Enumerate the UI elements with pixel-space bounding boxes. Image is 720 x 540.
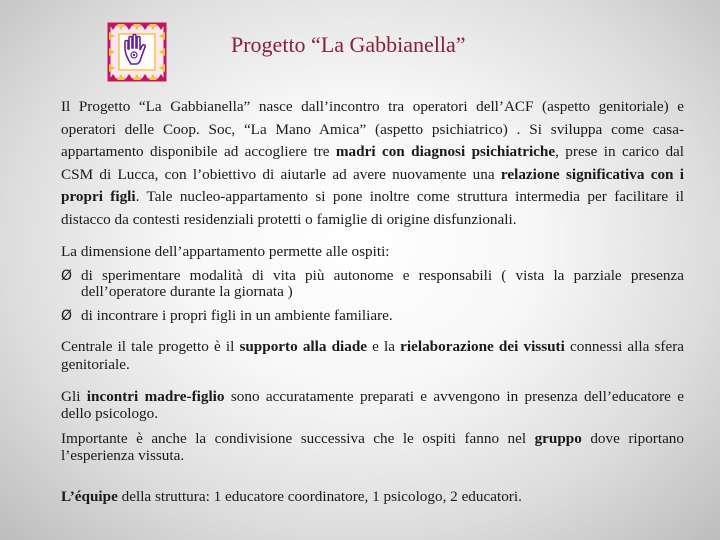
- bold-text: madri con diagnosi psichiatriche: [335, 143, 556, 160]
- equipe-paragraph: [61, 486, 684, 509]
- text-span: della struttura: 1 educatore coordinatore, 1 psicologo, 2 educatori.: [117, 487, 522, 505]
- text-span: Gli: [61, 387, 87, 405]
- text-span: sono accuratamente preparati e avvengono in presenza dell’educatore e dello psicologo.: [61, 387, 685, 422]
- body-text: [61, 96, 684, 508]
- bold-text: L’équipe: [61, 487, 118, 505]
- dimension-paragraph: La dimensione dell’appartamento permette alle ospiti:: [61, 243, 390, 260]
- bold-text: relazione significativa con i propri figli: [61, 165, 684, 205]
- text-span: , prese in carico dal CSM di Lucca, con l’obiettivo di aiutarle ad avere nuovamente una: [61, 143, 684, 183]
- meetings-paragraph: [61, 388, 684, 422]
- hand-mosaic-logo-icon: [103, 18, 171, 86]
- list-item: [61, 308, 684, 324]
- intro-paragraph: [61, 96, 684, 231]
- list-item-text: di incontrare i propri figli in un ambiente familiare.: [81, 306, 393, 324]
- text-span: dove riportano l’esperienza vissuta.: [61, 429, 684, 464]
- arrow-bullet-icon: Ø: [61, 307, 73, 324]
- bold-text: supporto alla diade: [239, 337, 368, 355]
- list-item-text: di sperimentare modalità di vita più autonome e responsabili ( vista la parziale presenza dell’operatore durante la giornata ): [81, 266, 684, 300]
- central-paragraph: [61, 338, 684, 374]
- text-span: Importante è anche la condivisione successiva che le ospiti fanno nel: [61, 429, 535, 447]
- bold-text: rielaborazione dei vissuti: [400, 337, 565, 355]
- bold-text: gruppo: [534, 429, 582, 447]
- text-span: Il Progetto “La Gabbianella” nasce dall’incontro tra operatori dell’ACF (aspetto genitoriale) e operatori delle Coop. Soc, “La Mano Amica” (aspetto psichiatrico) . Si sviluppa come casa-appartamento disponibile ad accogliere tre: [61, 98, 684, 160]
- arrow-bullet-icon: Ø: [61, 267, 73, 284]
- list-item: [61, 268, 684, 300]
- page-title: Progetto “La Gabbianella”: [231, 32, 466, 57]
- group-paragraph: [61, 430, 684, 464]
- bold-text: incontri madre-figlio: [86, 387, 225, 405]
- text-span: Centrale il tale progetto è il: [61, 337, 240, 355]
- text-span: connessi alla sfera genitoriale.: [61, 337, 684, 373]
- text-span: . Tale nucleo-appartamento si pone inoltre come struttura intermedia per facilitare il distacco da contesti residenziali protetti o famiglie di origine disfunzionali.: [61, 188, 684, 228]
- text-span: e la: [367, 337, 401, 355]
